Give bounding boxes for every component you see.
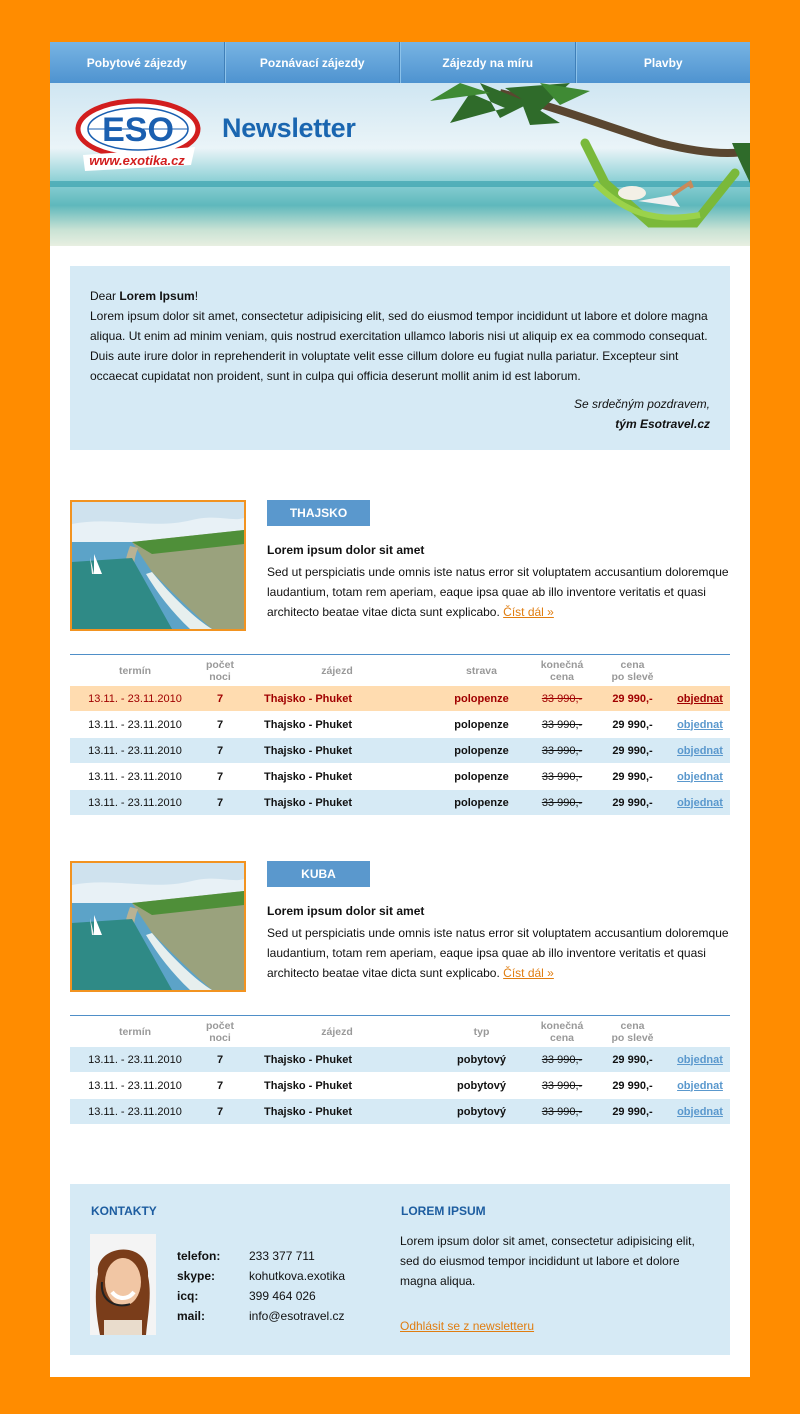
cell-date: 13.11. - 23.11.2010 — [70, 712, 200, 738]
cell-date: 13.11. - 23.11.2010 — [70, 790, 200, 816]
palm-hammock-picture — [410, 83, 750, 246]
cell-date: 13.11. - 23.11.2010 — [70, 1099, 200, 1125]
cell-date: 13.11. - 23.11.2010 — [70, 764, 200, 790]
cell-tour-name: Thajsko - Phuket — [240, 1073, 434, 1099]
order-button[interactable]: objednat — [677, 1079, 723, 1092]
cell-date: 13.11. - 23.11.2010 — [70, 1073, 200, 1099]
col-action — [670, 655, 730, 687]
table-row — [70, 1099, 730, 1125]
order-button[interactable]: objednat — [677, 770, 723, 783]
contact-phone: telefon: 233 377 711 — [177, 1249, 315, 1263]
contacts-list — [177, 1246, 345, 1326]
table-row — [70, 790, 730, 816]
newsletter-title: Newsletter — [222, 113, 356, 143]
offer-description: Sed ut perspiciatis unde omnis iste natus error sit voluptatem accusantium doloremque laudantium, totam rem aperiam, eaque ipsa quae ab illo inventore veritatis et quasi architecto beatae vitae dicta sunt explicabo. Číst dál » — [267, 926, 729, 980]
cell-price: 29 990,- — [595, 1073, 670, 1099]
col-zajezd: zájezd — [321, 664, 353, 677]
operator-avatar — [90, 1234, 156, 1335]
cell-type: polopenze — [434, 790, 529, 816]
cell-action — [670, 790, 730, 816]
read-more-link[interactable]: Číst dál » — [503, 605, 554, 619]
cell-type: polopenze — [434, 764, 529, 790]
cell-nights: 7 — [200, 712, 240, 738]
col-termin: termín — [118, 664, 152, 677]
greeting-name: Lorem Ipsum — [119, 289, 195, 303]
footer-panel — [70, 1184, 730, 1355]
col-cena-po-sleve: cena po slevě — [611, 658, 654, 683]
svg-text:ESO: ESO — [102, 111, 174, 149]
table-header — [70, 655, 730, 687]
cell-tour-name: Thajsko - Phuket — [240, 764, 434, 790]
cell-nights: 7 — [200, 686, 240, 712]
cell-old-price: 33 990,- — [529, 764, 595, 790]
lorem-text: Lorem ipsum dolor sit amet, consectetur adipisicing elit, sed do eiusmod tempor incididunt ut labore et dolore magna aliqua. — [400, 1234, 695, 1288]
contact-icq: icq: 399 464 026 — [177, 1289, 316, 1303]
cell-nights: 7 — [200, 1073, 240, 1099]
cell-old-price: 33 990,- — [529, 738, 595, 764]
order-button[interactable]: objednat — [677, 796, 723, 809]
cell-action — [670, 764, 730, 790]
col-termin: termín — [118, 1025, 152, 1038]
cell-date: 13.11. - 23.11.2010 — [70, 686, 200, 712]
cell-nights: 7 — [200, 790, 240, 816]
cell-nights: 7 — [200, 1099, 240, 1125]
cell-action — [670, 686, 730, 712]
table-header — [70, 1016, 730, 1048]
offer-photo[interactable] — [70, 500, 246, 631]
col-pocet-noci: počet noci — [205, 658, 234, 683]
cell-tour-name: Thajsko - Phuket — [240, 712, 434, 738]
cell-price: 29 990,- — [595, 790, 670, 816]
cell-action — [670, 1099, 730, 1125]
cell-price: 29 990,- — [595, 686, 670, 712]
intro-text: Lorem ipsum dolor sit amet, consectetur adipisicing elit, sed do eiusmod tempor incididunt ut labore et dolore magna aliqua. Ut enim ad minim veniam, quis nostrud exercitation ullamco laboris nisi ut aliquip ex ea commodo consequat. Duis aute irure dolor in reprehenderit in voluptate velit esse cillum dolore eu fugiat nulla pariatur. Excepteur sint occaecat cupidatat non proident, sunt in culpa qui officia deserunt mollit anim id est laborum. — [90, 309, 708, 383]
contacts-title: KONTAKTY — [91, 1204, 157, 1218]
order-button[interactable]: objednat — [677, 1105, 723, 1118]
col-strava: strava — [466, 664, 497, 677]
col-typ: typ — [473, 1025, 490, 1038]
offer-photo[interactable] — [70, 861, 246, 992]
tours-table-thajsko — [70, 654, 730, 816]
nav-tab-na-miru[interactable]: Zájezdy na míru — [400, 42, 576, 83]
table-row — [70, 764, 730, 790]
cell-price: 29 990,- — [595, 1099, 670, 1125]
table-row — [70, 712, 730, 738]
cell-old-price: 33 990,- — [529, 686, 595, 712]
offer-heading: Lorem ipsum dolor sit amet — [267, 904, 425, 918]
offer-thajsko — [70, 500, 730, 640]
lorem-title: LOREM IPSUM — [401, 1204, 486, 1218]
col-pocet-noci: počet noci — [205, 1019, 234, 1044]
eso-logo — [75, 97, 205, 177]
cell-type: polopenze — [434, 686, 529, 712]
contact-mail: mail: info@esotravel.cz — [177, 1309, 345, 1323]
contact-skype: skype: kohutkova.exotika — [177, 1269, 346, 1283]
intro-panel — [70, 266, 730, 450]
order-button[interactable]: objednat — [677, 692, 723, 705]
cell-date: 13.11. - 23.11.2010 — [70, 738, 200, 764]
unsubscribe-link[interactable]: Odhlásit se z newsletteru — [400, 1319, 535, 1333]
cell-type: pobytový — [434, 1073, 529, 1099]
table-row — [70, 738, 730, 764]
cell-type: pobytový — [434, 1099, 529, 1125]
cell-old-price: 33 990,- — [529, 1073, 595, 1099]
col-zajezd: zájezd — [321, 1025, 353, 1038]
cell-date: 13.11. - 23.11.2010 — [70, 1047, 200, 1073]
col-konecna-cena: konečná cena — [540, 658, 584, 683]
cell-price: 29 990,- — [595, 712, 670, 738]
cell-tour-name: Thajsko - Phuket — [240, 686, 434, 712]
nav-tab-pobytove[interactable]: Pobytové zájezdy — [50, 42, 225, 83]
table-row — [70, 1047, 730, 1073]
cell-tour-name: Thajsko - Phuket — [240, 738, 434, 764]
offer-tag: KUBA — [267, 861, 370, 887]
header-banner — [50, 83, 750, 246]
cell-tour-name: Thajsko - Phuket — [240, 1047, 434, 1073]
greeting: Dear Lorem Ipsum! — [90, 289, 199, 303]
table-row — [70, 686, 730, 712]
cell-nights: 7 — [200, 738, 240, 764]
signature: Se srdečným pozdravem, tým Esotravel.cz — [573, 397, 710, 431]
cell-price: 29 990,- — [595, 1047, 670, 1073]
col-konecna-cena: konečná cena — [540, 1019, 584, 1044]
cell-tour-name: Thajsko - Phuket — [240, 790, 434, 816]
nav-tab-poznavaci[interactable]: Poznávací zájezdy — [225, 42, 401, 83]
cell-old-price: 33 990,- — [529, 1099, 595, 1125]
cell-action — [670, 738, 730, 764]
cell-action — [670, 1047, 730, 1073]
cell-type: polopenze — [434, 712, 529, 738]
cell-tour-name: Thajsko - Phuket — [240, 1099, 434, 1125]
col-cena-po-sleve: cena po slevě — [611, 1019, 654, 1044]
cell-price: 29 990,- — [595, 738, 670, 764]
cell-price: 29 990,- — [595, 764, 670, 790]
cell-type: polopenze — [434, 738, 529, 764]
cell-nights: 7 — [200, 764, 240, 790]
read-more-link[interactable]: Číst dál » — [503, 966, 554, 980]
offer-kuba — [70, 861, 730, 1001]
cell-old-price: 33 990,- — [529, 712, 595, 738]
order-button[interactable]: objednat — [677, 718, 723, 731]
top-navigation — [50, 42, 750, 83]
col-action — [670, 1016, 730, 1048]
tours-table-kuba — [70, 1015, 730, 1125]
newsletter-container — [50, 42, 750, 1377]
cell-type: pobytový — [434, 1047, 529, 1073]
cell-nights: 7 — [200, 1047, 240, 1073]
offer-tag: THAJSKO — [267, 500, 370, 526]
table-row — [70, 1073, 730, 1099]
order-button[interactable]: objednat — [677, 744, 723, 757]
order-button[interactable]: objednat — [677, 1053, 723, 1066]
svg-text:www.exotika.cz: www.exotika.cz — [89, 153, 185, 168]
nav-tab-plavby[interactable]: Plavby — [576, 42, 751, 83]
cell-action — [670, 1073, 730, 1099]
cell-action — [670, 712, 730, 738]
cell-old-price: 33 990,- — [529, 790, 595, 816]
offer-heading: Lorem ipsum dolor sit amet — [267, 543, 425, 557]
offer-description: Sed ut perspiciatis unde omnis iste natus error sit voluptatem accusantium doloremque laudantium, totam rem aperiam, eaque ipsa quae ab illo inventore veritatis et quasi architecto beatae vitae dicta sunt explicabo. Číst dál » — [267, 565, 729, 619]
cell-old-price: 33 990,- — [529, 1047, 595, 1073]
